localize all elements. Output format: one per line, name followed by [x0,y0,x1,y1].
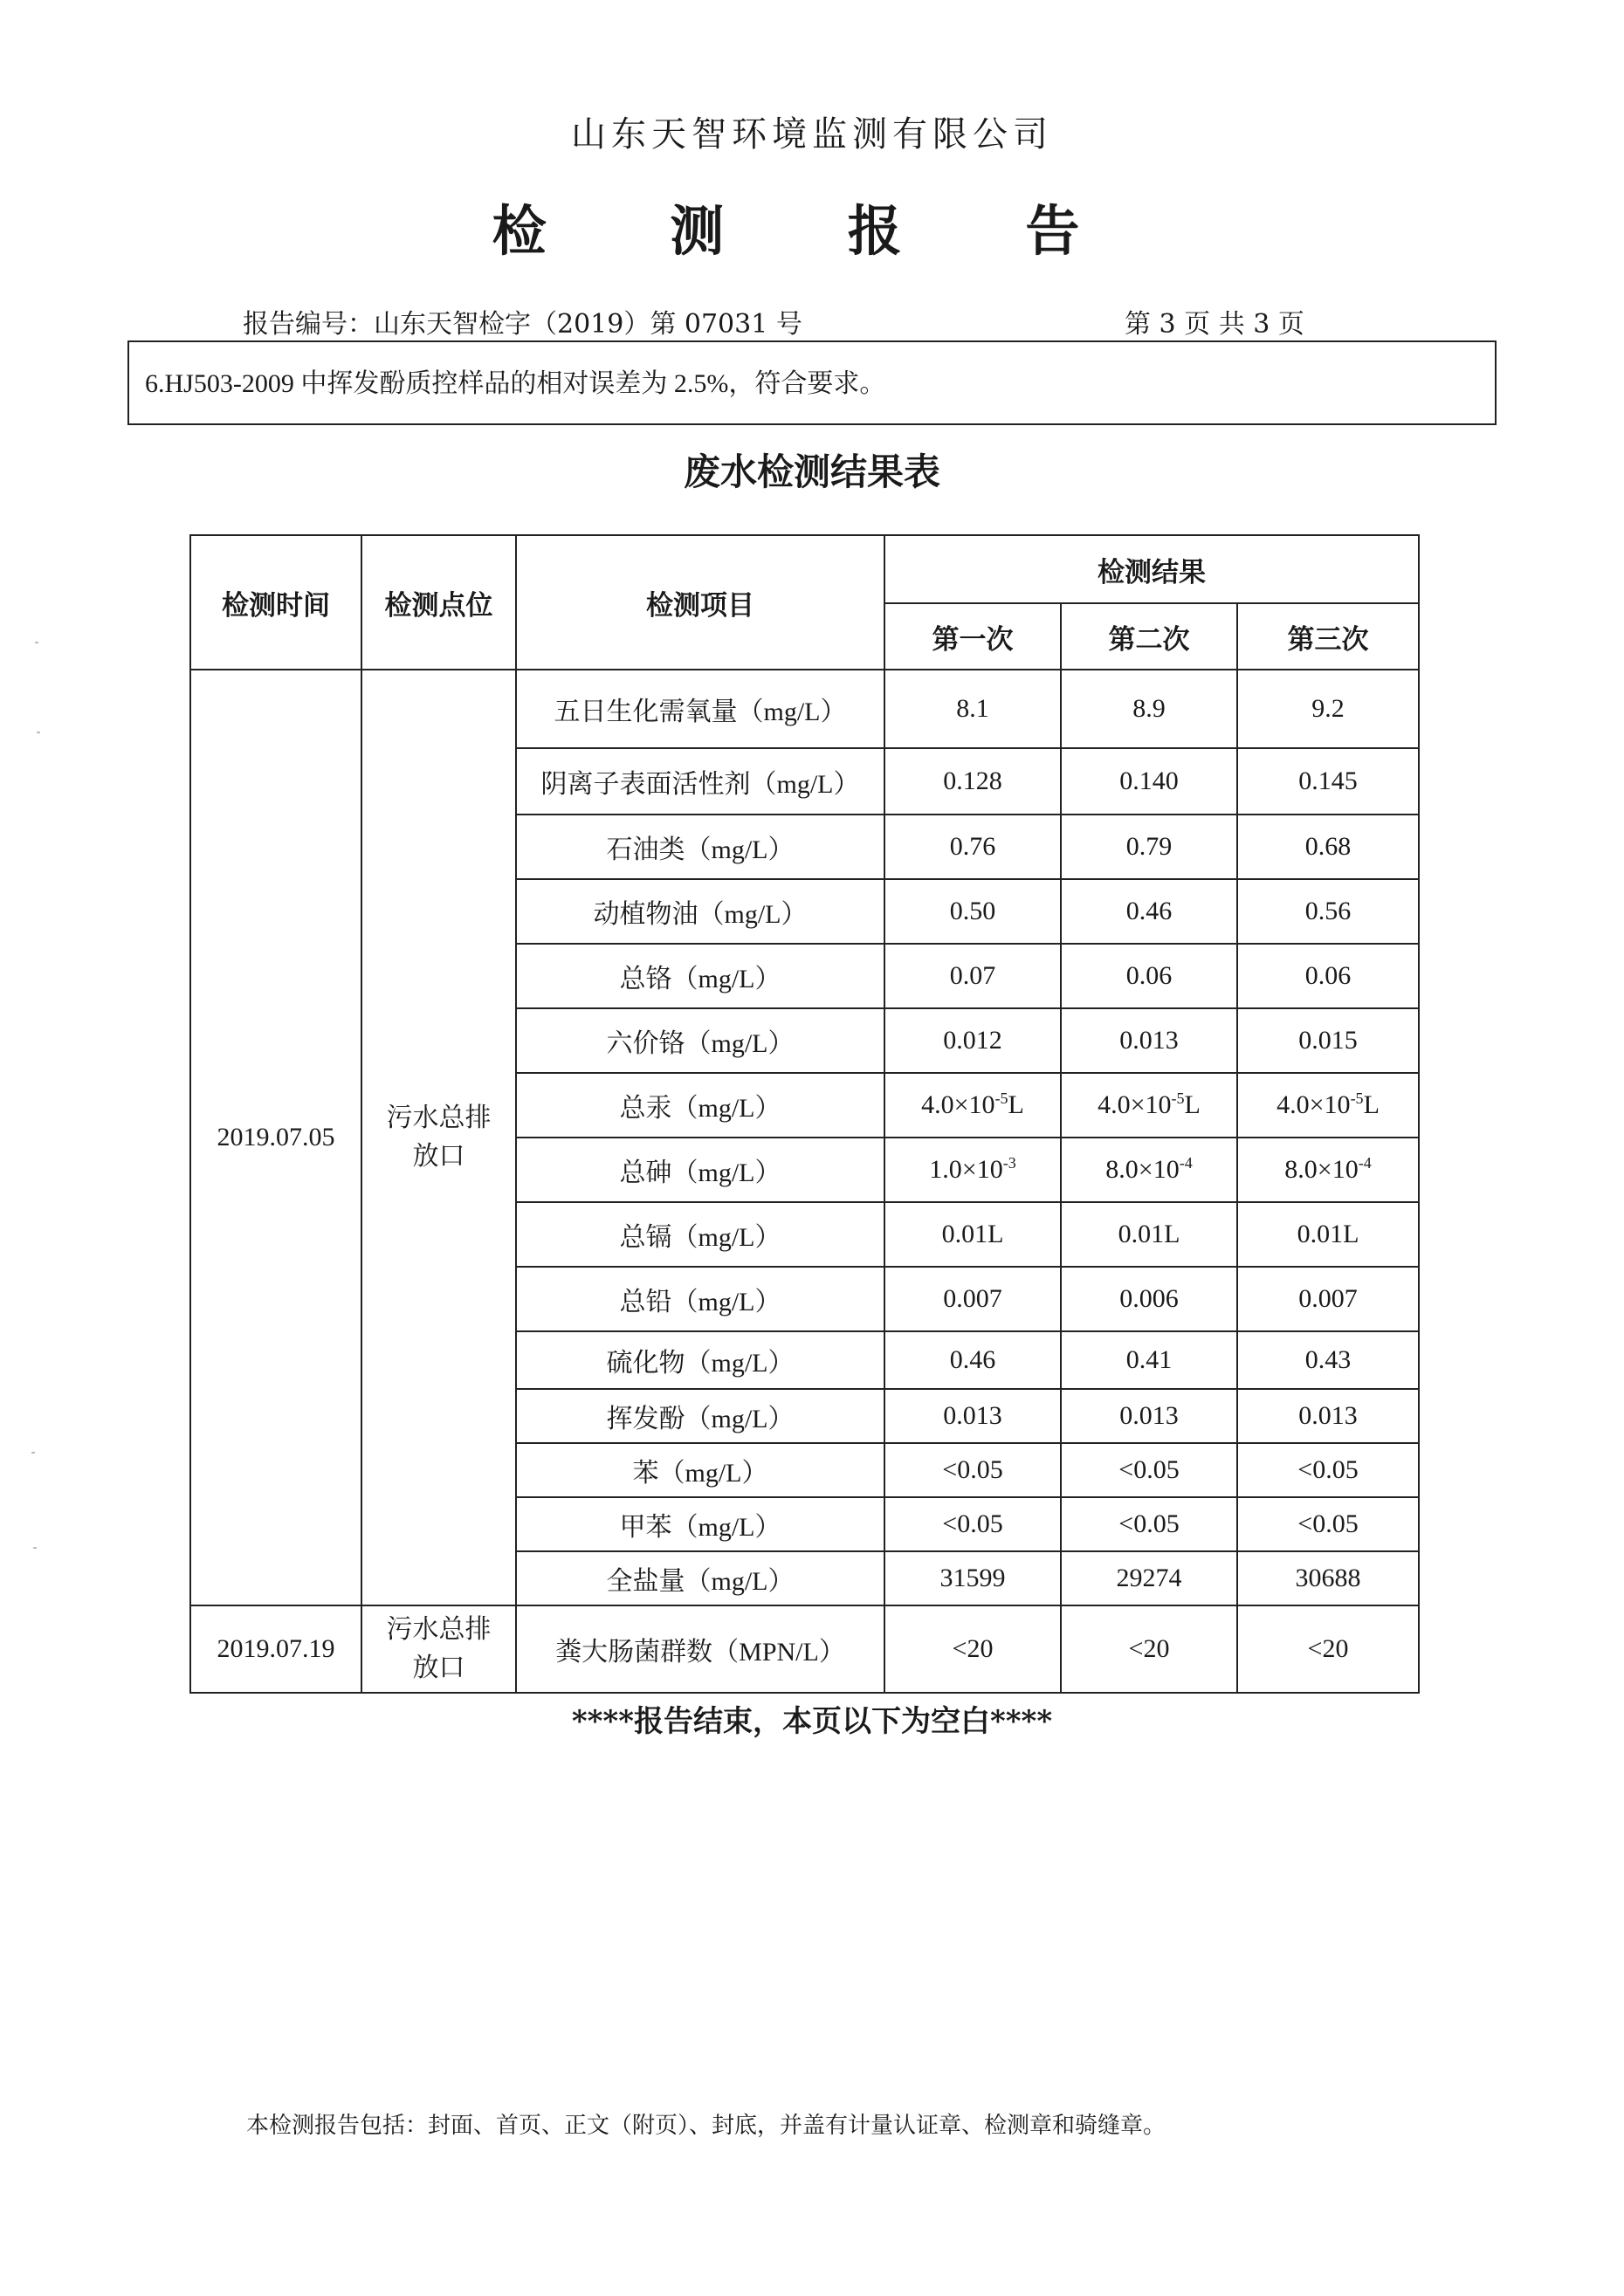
result-exponent: -4 [1358,1154,1372,1172]
cell-result-1: <0.05 [884,1497,1061,1551]
cell-result-2: 0.06 [1061,944,1237,1008]
cell-result-1 [884,1073,1061,1138]
cell-result-2: 0.013 [1061,1389,1237,1443]
header-item: 检测项目 [516,535,884,670]
result-mantissa: 4.0×10 [921,1090,995,1119]
cell-result-2: 0.006 [1061,1267,1237,1331]
scan-speck [35,642,38,643]
result-mantissa: 8.0×10 [1284,1155,1359,1184]
quality-note-box [127,340,1497,425]
results-body [190,670,1419,1693]
result-exponent: -3 [1002,1154,1016,1172]
table-row [190,1605,1419,1693]
cell-item: 全盐量（mg/L） [516,1551,884,1605]
scan-speck [33,1547,37,1549]
cell-result-3: 0.43 [1237,1331,1419,1389]
result-mantissa: 4.0×10 [1276,1090,1351,1119]
result-mantissa: 1.0×10 [929,1155,1003,1184]
cell-date: 2019.07.05 [190,670,361,1605]
result-exponent: -5 [1350,1090,1364,1107]
cell-result-2: 0.41 [1061,1331,1237,1389]
header-third: 第三次 [1237,603,1419,670]
result-exponent: -5 [994,1090,1008,1107]
cell-result-2: 0.01L [1061,1202,1237,1267]
cell-item: 总镉（mg/L） [516,1202,884,1267]
table-row [190,670,1419,748]
header-location: 检测点位 [361,535,516,670]
header-time: 检测时间 [190,535,361,670]
cell-item: 总砷（mg/L） [516,1138,884,1202]
cell-item: 挥发酚（mg/L） [516,1389,884,1443]
scan-speck [31,1452,35,1454]
cell-result-1: 0.007 [884,1267,1061,1331]
result-suffix: L [1184,1090,1201,1119]
cell-result-1: 0.76 [884,815,1061,879]
result-mantissa: 4.0×10 [1098,1090,1172,1119]
cell-item: 苯（mg/L） [516,1443,884,1497]
cell-item: 总汞（mg/L） [516,1073,884,1138]
header-first: 第一次 [884,603,1061,670]
cell-result-2: 29274 [1061,1551,1237,1605]
cell-result-3: 0.013 [1237,1389,1419,1443]
header-results: 检测结果 [884,535,1419,603]
result-suffix: L [1363,1090,1380,1119]
result-exponent: -5 [1171,1090,1185,1107]
cell-result-2: <0.05 [1061,1497,1237,1551]
cell-result-1: 8.1 [884,670,1061,748]
cell-item: 阴离子表面活性剂（mg/L） [516,748,884,815]
result-suffix: L [1008,1090,1024,1119]
cell-result-2: 0.013 [1061,1008,1237,1073]
cell-result-1: 0.01L [884,1202,1061,1267]
cell-result-3: 0.68 [1237,815,1419,879]
results-table [189,534,1420,1694]
cell-result-2: 0.46 [1061,879,1237,944]
cell-result-3: <0.05 [1237,1497,1419,1551]
cell-result-3: 0.56 [1237,879,1419,944]
cell-result-1: 0.07 [884,944,1061,1008]
cell-location: 污水总排放口 [361,1605,516,1693]
cell-item: 石油类（mg/L） [516,815,884,879]
footer-note: 本检测报告包括：封面、首页、正文（附页）、封底，并盖有计量认证章、检测章和骑缝章。 [246,2113,1166,2139]
cell-result-1: 0.013 [884,1389,1061,1443]
cell-item: 六价铬（mg/L） [516,1008,884,1073]
quality-note-text: 6.HJ503-2009 中挥发酚质控样品的相对误差为 2.5%，符合要求。 [145,369,886,398]
cell-item: 总铬（mg/L） [516,944,884,1008]
page-number: 第 3 页 共 3 页 [1125,309,1304,340]
cell-result-1: 31599 [884,1551,1061,1605]
cell-result-3: 30688 [1237,1551,1419,1605]
result-exponent: -4 [1179,1154,1193,1172]
cell-result-2: <0.05 [1061,1443,1237,1497]
header-second: 第二次 [1061,603,1237,670]
cell-result-3: 0.015 [1237,1008,1419,1073]
cell-result-3: 0.145 [1237,748,1419,815]
cell-result-1: <20 [884,1605,1061,1693]
cell-result-3: 0.06 [1237,944,1419,1008]
cell-result-3: 9.2 [1237,670,1419,748]
document-title: 检 测 报 告 [492,199,1132,263]
cell-result-3: 0.007 [1237,1267,1419,1331]
table-title: 废水检测结果表 [683,450,940,493]
cell-result-3 [1237,1138,1419,1202]
cell-result-3: <0.05 [1237,1443,1419,1497]
scan-speck [37,732,40,733]
cell-item: 硫化物（mg/L） [516,1331,884,1389]
cell-result-2: 0.79 [1061,815,1237,879]
cell-result-3: 0.01L [1237,1202,1419,1267]
result-mantissa: 8.0×10 [1105,1155,1180,1184]
cell-result-1: 0.50 [884,879,1061,944]
cell-result-3: <20 [1237,1605,1419,1693]
cell-result-2: <20 [1061,1605,1237,1693]
cell-item: 动植物油（mg/L） [516,879,884,944]
cell-result-1 [884,1138,1061,1202]
cell-item: 总铅（mg/L） [516,1267,884,1331]
cell-result-2 [1061,1073,1237,1138]
cell-result-2: 8.9 [1061,670,1237,748]
cell-result-3 [1237,1073,1419,1138]
end-of-report-mark: ****报告结束，本页以下为空白**** [571,1704,1053,1739]
cell-result-1: <0.05 [884,1443,1061,1497]
cell-date: 2019.07.19 [190,1605,361,1693]
cell-item: 甲苯（mg/L） [516,1497,884,1551]
cell-item: 五日生化需氧量（mg/L） [516,670,884,748]
cell-item: 粪大肠菌群数（MPN/L） [516,1605,884,1693]
company-name: 山东天智环境监测有限公司 [571,114,1053,155]
report-number: 报告编号：山东天智检字（2019）第 07031 号 [243,309,802,340]
cell-location: 污水总排放口 [361,670,516,1605]
cell-result-1: 0.012 [884,1008,1061,1073]
cell-result-1: 0.46 [884,1331,1061,1389]
cell-result-2: 0.140 [1061,748,1237,815]
cell-result-1: 0.128 [884,748,1061,815]
cell-result-2 [1061,1138,1237,1202]
